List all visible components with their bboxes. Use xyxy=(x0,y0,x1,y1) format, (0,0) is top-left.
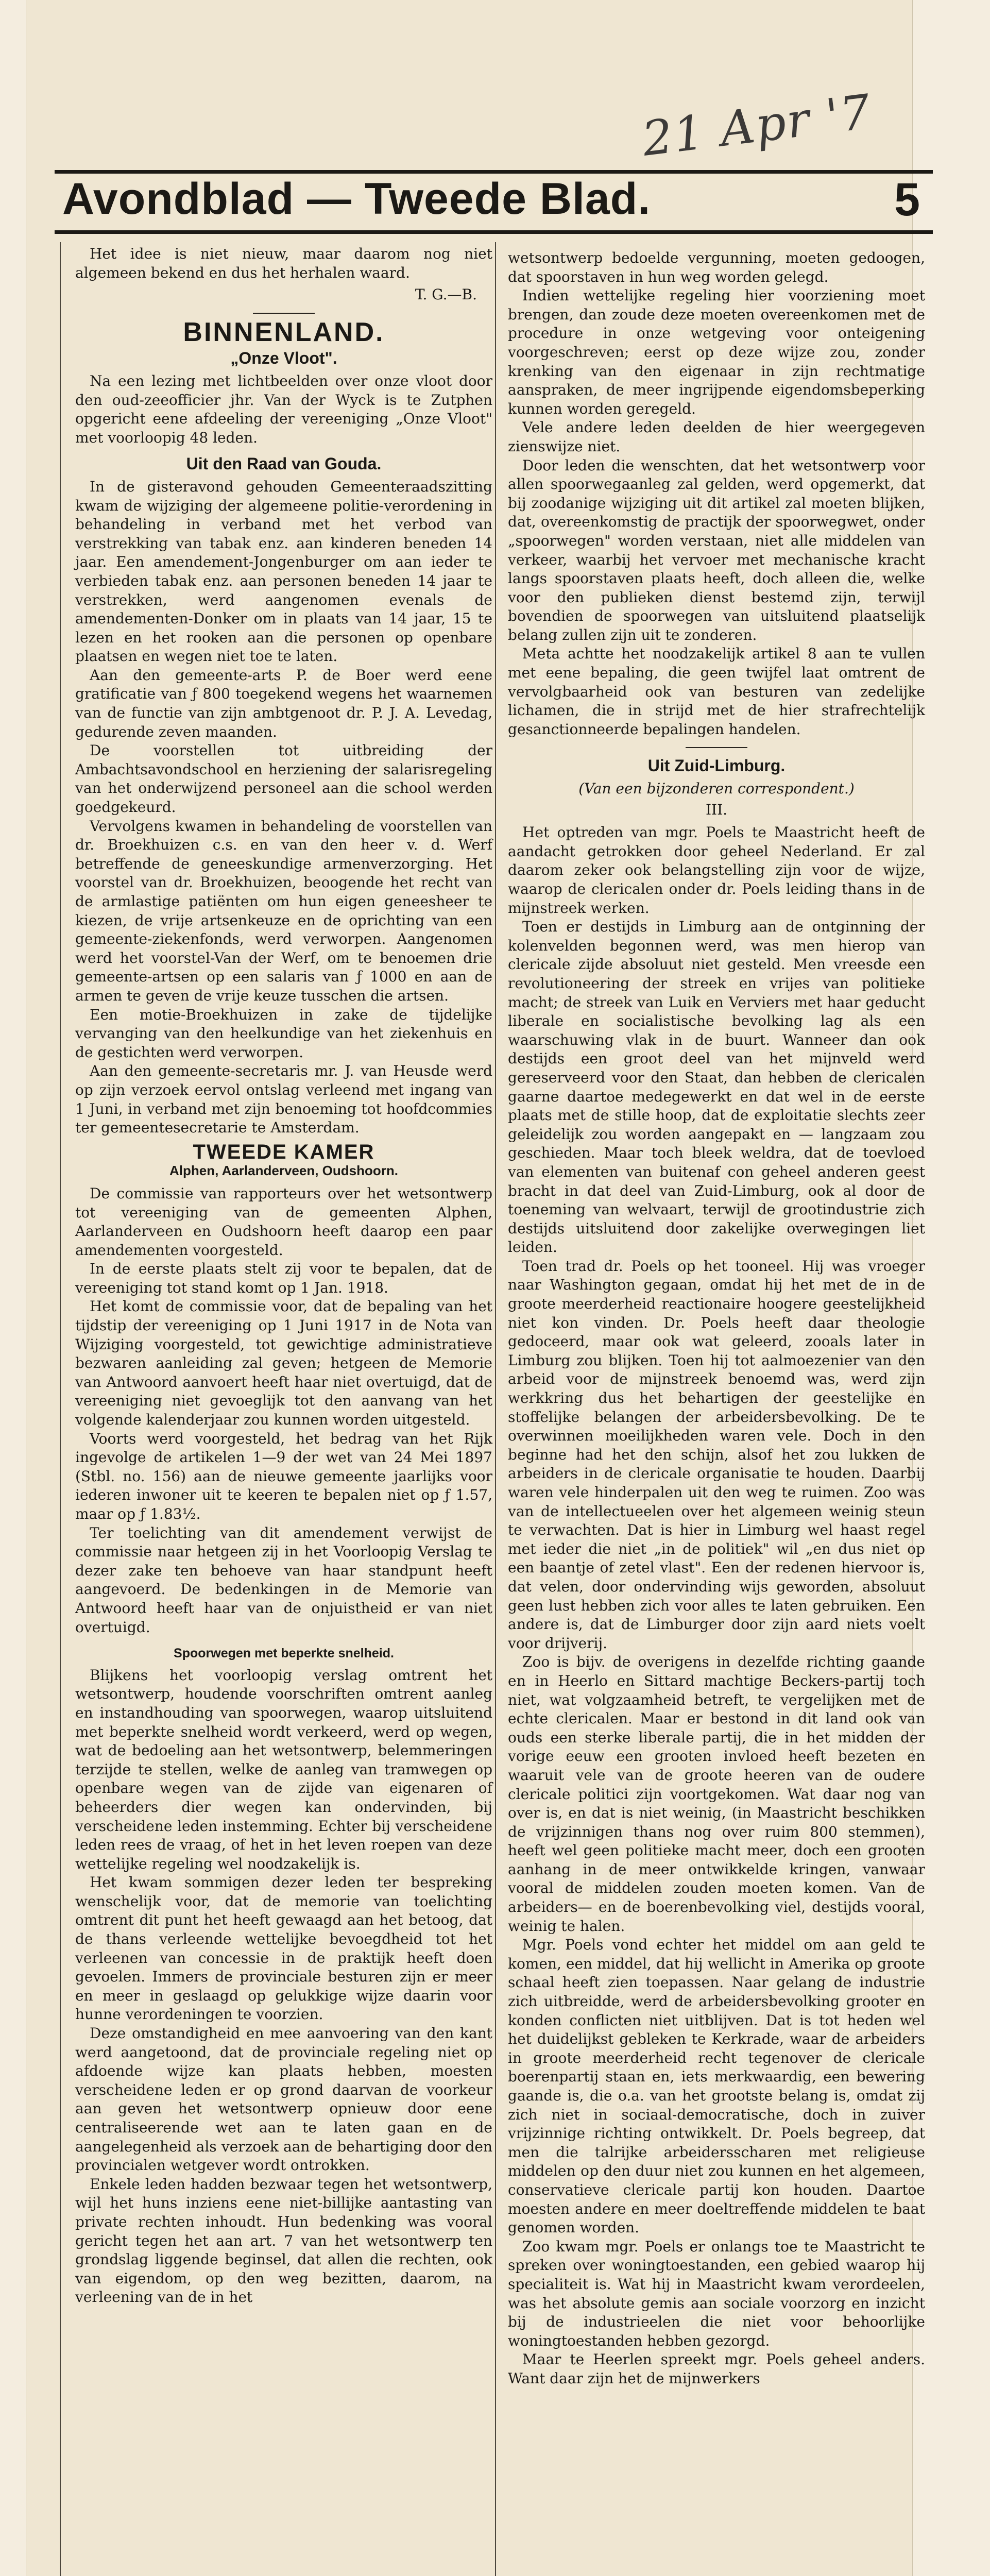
article-paragraph: Blijkens het voorloopig verslag omtrent het wetsontwerp, houdende voorschriften omtrent aanleg en instandhouding van spoorwegen, waarop uitsluitend met beperkte snelheid wordt verkeerd, werd op wegen, wat de bedoeling aan het wetsontwerp, belemmeringen terzijde te stellen, welke de aanleg van tramwegen op openbare wegen van de zijde van eigenaren of beheerders dier wegen kan ondervinden, bij verscheidene leden instemming. Echter bij verscheidene leden rees de vraag, of het in het leven roepen van deze wettelijke regeling wel noodzakelijk is. xyxy=(75,1666,492,1872)
article-paragraph: Zoo is bijv. de overigens in dezelfde richting gaande en in Heerlo en Sittard machtige Beckers-partij toch niet, wat volgzaamheid betreft, te vergelijken met de echte clericalen. Maar er bestond in dit land ook van ouds een sterke liberale partij, die in het midden der vorige eeuw een grooten invloed heeft bezeten en waaruit vele van de groote heeren van de oudere clericale politici zijn voortgekomen. Wat daar nog van over is, en dat is niet weinig, (in Maastricht beschikken de vrijzinnigen thans nog over ruim 800 stemmen), heeft wel geen politieke macht meer, doch een grooten aanhang in de meer ontwikkelde kringen, vanwaar vooral de middelen zouden moeten komen. Van de arbeiders— en de boerenbevolking viel, destijds vooral, weinig te halen. xyxy=(508,1653,925,1935)
article-paragraph: Indien wettelijke regeling hier voorziening moet brengen, dan zoude deze moeten overeenkomen met de procedure in onze wetgeving voor onteigening voorgeschreven; eerst op deze wijze zou, zonder krenking van den eigenaar in zijn rechtmatige aanspraken, de meer ingrijpende eigendomsbeperking kunnen worden geregeld. xyxy=(508,287,925,417)
article-paragraph: Vele andere leden deelden de hier weergegeven zienswijze niet. xyxy=(508,419,925,455)
article-title-gouda: Uit den Raad van Gouda. xyxy=(186,454,382,473)
intro-paragraph: Het idee is niet nieuw, maar daarom nog niet algemeen bekend en dus het herhalen waard. xyxy=(75,245,492,281)
article-paragraph: Deze omstandigheid en mee aanvoering van den kant werd aangetoond, dat de provinciale regeling niet op afdoende wijze kan plaats hebben, moesten verscheidene leden er op grond daarvan de voorkeur aan geven het wetsontwerp opnieuw door eene centraliseerende wet aan te laten gaan en de aangelegenheid als verzoek aan de behartiging door den provincialen wetgever wordt ontrokken. xyxy=(75,2025,492,2174)
article-paragraph: Het kwam sommigen dezer leden ter bespreking wenschelijk voor, dat de memorie van toelichting omtrent dit punt het heeft gewaagd aan het betoog, dat de thans verleende wettelijke bevoegdheid tot het verleenen van concessie in de praktijk heeft doen gevoelen. Immers de provinciale besturen zijn er meer en meer in geslaagd op gelukkige wijze daarin voor hunne verordeningen te voorzien. xyxy=(75,1874,492,2023)
article-paragraph: Vervolgens kwamen in behandeling de voorstellen van dr. Broekhuizen c.s. en van den heer v. d. Werf betreffende de geneeskundige armenverzorging. Het voorstel van dr. Broekhuizen, beoogende het recht van de armlastige patiënten om hun eigen geneesheer te kiezen, de vrije artsenkeuze en de oprichting van een gemeente-ziekenfonds, werd verworpen. Aangenomen werd het voorstel-Van der Werf, om te benoemen drie gemeente-artsen op een salaris van ƒ 1000 en aan de armen te geven de vrije keuze tusschen die artsen. xyxy=(75,817,492,1004)
article-paragraph: Het komt de commissie voor, dat de bepaling van het tijdstip der vereeniging op 1 Juni 1917 in de Nota van Wijziging voorgesteld, tot gewichtige administratieve bezwaren aanleiding zal geven; hetgeen de Memorie van Antwoord aanvoert heeft haar niet overtuigd, dat de vereeniging niet gevoeglijk tot den aanvang van het volgende kalenderjaar zou kunnen worden uitgesteld. xyxy=(75,1298,492,1429)
article-paragraph: Een motie-Broekhuizen in zake de tijdelijke vervanging van den heelkundige van het ziekenhuis en de gestichten werd verworpen. xyxy=(75,1006,492,1061)
article-title-vloot: „Onze Vloot". xyxy=(230,349,337,368)
column-rule-left xyxy=(60,242,61,2576)
article-paragraph: Toen er destijds in Limburg aan de ontginning der kolenvelden begonnen werd, was men hierop van clericale zijde absoluut niet gesteld. Men vreesde een revolutioneering der streek en vrijes van politieke macht; de streek van Luik en Verviers met haar geducht liberale en socialistische bevolking lag als een waarschuwing vlak in de buurt. Wanneer dan ook destijds een groot deel van het mijnveld werd gereserveerd voor den Staat, dan hebben de clericalen gaarne daartoe medegewerkt en dat wel in de eerste plaats met de stille hoop, dat de exploitatie slechts zeer geleidelijk zou worden aangepakt en — langzaam zou geschieden. Maar toch bleek weldra, dat de toevloed van elementen van buitenaf con geheel anderen geest bracht in dat deel van Zuid-Limburg, ook al door de toeneming van welvaart, terwijl de grootindustrie zich destijds uitsluitend door zakelijke overwegingen liet leiden. xyxy=(508,918,925,1256)
article-paragraph: Door leden die wenschten, dat het wetsontwerp voor allen spoorwegaanleg zal gelden, werd opgemerkt, dat bij zoodanige wijziging uit dit artikel zal moeten blijken, dat, overeenkomstig de practijk der spoorwegwet, onder „spoorwegen" worden verstaan, niet alle middelen van verkeer, waarbij het vervoer met mechanische kracht langs spoorstaven plaats heeft, doch alleen die, welke voor den publieken dienst bestemd zijn, terwijl bovendien de spoorwegen van uitsluitend plaatselijk belang zullen zijn uit te zonderen. xyxy=(508,456,925,643)
article-paragraph: Aan den gemeente-arts P. de Boer werd eene gratificatie van ƒ 800 toegekend wegens het waarnemen van de functie van zijn ambtgenoot dr. P. J. A. Levedag, gedurende zeven maanden. xyxy=(75,666,492,740)
article-paragraph: Enkele leden hadden bezwaar tegen het wetsontwerp, wijl het huns inziens eene niet-billijke aantasting van private rechten inhoudt. Hun bedenking was vooral gericht tegen het aan art. 7 van het wetsontwerp ten grondslag liggende beginsel, dat allen die rechten, ook van eigendom, op den weg bezitten, daarom, na verleening van de in het xyxy=(75,2175,492,2306)
article-paragraph: Ter toelichting van dit amendement verwijst de commissie naar hetgeen zij in het Voorloopig Verslag te dezer zake ten behoeve van haar standpunt heeft aangevoerd. De bedenkingen in de Memorie van Antwoord heeft haar van de onjuistheid er van niet overtuigd. xyxy=(75,1524,492,1636)
article-title-spoorwegen: Spoorwegen met beperkte snelheid. xyxy=(174,1646,394,1661)
article-paragraph: wetsontwerp bedoelde vergunning, moeten gedoogen, dat spoorstaven in hun weg worden gelegd. xyxy=(508,249,925,285)
page-number: 5 xyxy=(894,174,920,226)
article-paragraph: Toen trad dr. Poels op het tooneel. Hij was vroeger naar Washington gegaan, omdat hij het met de in de groote meerderheid reactionaire hoogere geestelijkheid niet kon vinden. Dr. Poels heeft daar theologie gedoceerd, maar ook wat geleerd, zooals later in Limburg zou blijken. Toen hij tot aalmoezenier van den arbeid voor de mijnstreek benoemd was, werd zijn werkkring dus het behartigen der geestelijke en stoffelijke belangen der arbeidersbevolking. De te overwinnen moeilijkheden waren vele. Doch in den beginne had het den schijn, alsof het zou lukken de arbeiders in de clericale organisatie te houden. Daarbij waren vele hinderpalen uit den weg te ruimen. Zoo was van de intellectueelen over het algemeen weinig steun te verwachten. Dat is hier in Limburg wel haast regel met ieder die niet „in de politiek" wil „en dus niet op een baantje of zetel vlast". Een der redenen hiervoor is, dat velen, door ondervinding wijs geworden, absoluut geen lust hebben zich voor alles te laten gebruiken. Een andere is, dat de Limburger door zijn aard niets voelt voor drijverij. xyxy=(508,1257,925,1652)
column-rule-middle xyxy=(495,242,496,2576)
masthead xyxy=(55,170,933,234)
article-title-tweede-kamer: TWEEDE KAMER xyxy=(193,1140,375,1163)
article-paragraph: Na een lezing met lichtbeelden over onze vloot door den oud-zeeofficier jhr. Van der Wyck is te Zutphen opgericht eene afdeeling der vereeniging „Onze Vloot" met voorloopig 48 leden. xyxy=(75,372,492,446)
right-column xyxy=(508,249,925,2388)
divider xyxy=(686,747,747,748)
article-paragraph: In de gisteravond gehouden Gemeenteraadszitting kwam de wijziging der algemeene politie-verordening in behandeling in verband met het verbod van verstrekking van tabak enz. aan kinderen beneden 14 jaar. Een amendement-Jongenburger om aan ieder te verbieden tabak enz. aan personen beneden 14 jaar te verstrekken, werd aangenomen evenals de amendementen-Donker om in plaats van 14 jaar, 15 te lezen en het rooken aan die personen op openbare plaatsen en wegen niet toe te laten. xyxy=(75,478,492,665)
article-paragraph: De commissie van rapporteurs over het wetsontwerp tot vereeniging van de gemeenten Alphen, Aarlanderveen en Oudshoorn heeft daarop een paar amendementen voorgesteld. xyxy=(75,1184,492,1259)
article-paragraph: Voorts werd voorgesteld, het bedrag van het Rijk ingevolge de artikelen 1—9 der wet van 24 Mei 1897 (Stbl. no. 156) aan de nieuwe gemeente jaarlijks voor iederen inwoner uit te keeren te bepalen niet op ƒ 1.57, maar op ƒ 1.83½. xyxy=(75,1430,492,1522)
article-paragraph: De voorstellen tot uitbreiding der Ambachtsavondschool en herziening der salarisregeling van het onderwijzend personeel aan die school werden goedgekeurd. xyxy=(75,742,492,816)
article-subtitle-alphen: Alphen, Aarlanderveen, Oudshoorn. xyxy=(169,1163,398,1179)
article-paragraph: Aan den gemeente-secretaris mr. J. van Heusde werd op zijn verzoek eervol ontslag verleend met ingang van 1 Juni, in verband met zijn benoeming tot hoofdcommies ter gemeentesecretarie te Amsterdam. xyxy=(75,1062,492,1137)
article-byline: (Van een bijzonderen correspondent.) xyxy=(578,780,855,798)
left-column xyxy=(75,245,492,2307)
article-paragraph: Zoo kwam mgr. Poels er onlangs toe te Maastricht te spreken over woningtoestanden, een gebied waarop hij specialiteit is. Wat hij in Maastricht kwam verordeelen, was het absolute gemis aan sociale voorzorg en inzicht bij de industrieelen die niet voor behoorlijke woningtoestanden hebben gezorgd. xyxy=(508,2238,925,2349)
intro-signature: T. G.—B. xyxy=(415,286,477,303)
divider xyxy=(253,313,315,314)
article-paragraph: Maar te Heerlen spreekt mgr. Poels geheel anders. Want daar zijn het de mijnwerkers xyxy=(508,2351,925,2387)
article-paragraph: Mgr. Poels vond echter het middel om aan geld te komen, een middel, dat hij wellicht in Amerika op groote schaal heeft zien toepassen. Naar gelang de industrie zich uitbreidde, werd de arbeidersbevolking grooter en konden conflicten niet uitblijven. Dat is tot heden wel het duidelijkst gebleken te Kerkrade, waar de arbeiders in groote meerderheid recht tegenover de clericale boerenpartij staan en, iets merkwaardig, een bewering gaande is, die o.a. van het grootste belang is, omdat zij zich niet in sociaal-democratische, doch in zuiver vrijzinnige richting ontwikkelt. Dr. Poels begreep, dat men die talrijke arbeidersscharen met religieuse middelen op den duur niet zou kunnen en het algemeen, conservatieve clericale partij kon houden. Daartoe moesten andere en meer doeltreffende middelen te baat genomen worden. xyxy=(508,1936,925,2236)
article-paragraph: Het optreden van mgr. Poels te Maastricht heeft de aandacht getrokken door geheel Nederland. Er zal daarom zeker ook belangstelling zijn voor de wijze, waarop de clericalen onder dr. Poels leiding thans in de mijnstreek werken. xyxy=(508,824,925,917)
masthead-title: Avondblad — Tweede Blad. xyxy=(62,174,651,224)
article-paragraph: Meta achtte het noodzakelijk artikel 8 aan te vullen met eene bepaling, die geen twijfel laat omtrent de vervolgbaarheid ook van besturen van zedelijke lichamen, die in strijd met de hier strafrechtelijk gesanctionneerde bepalingen handelen. xyxy=(508,645,925,738)
article-paragraph: In de eerste plaats stelt zij voor te bepalen, dat de vereeniging tot stand komt op 1 Jan. 1918. xyxy=(75,1260,492,1296)
handwritten-date: 21 Apr '7 xyxy=(639,84,875,167)
newspaper-clipping xyxy=(26,0,925,2576)
article-part-number: III. xyxy=(705,801,728,818)
section-title-binnenland: BINNENLAND. xyxy=(183,317,385,347)
article-title-zuid-limburg: Uit Zuid-Limburg. xyxy=(647,756,786,775)
